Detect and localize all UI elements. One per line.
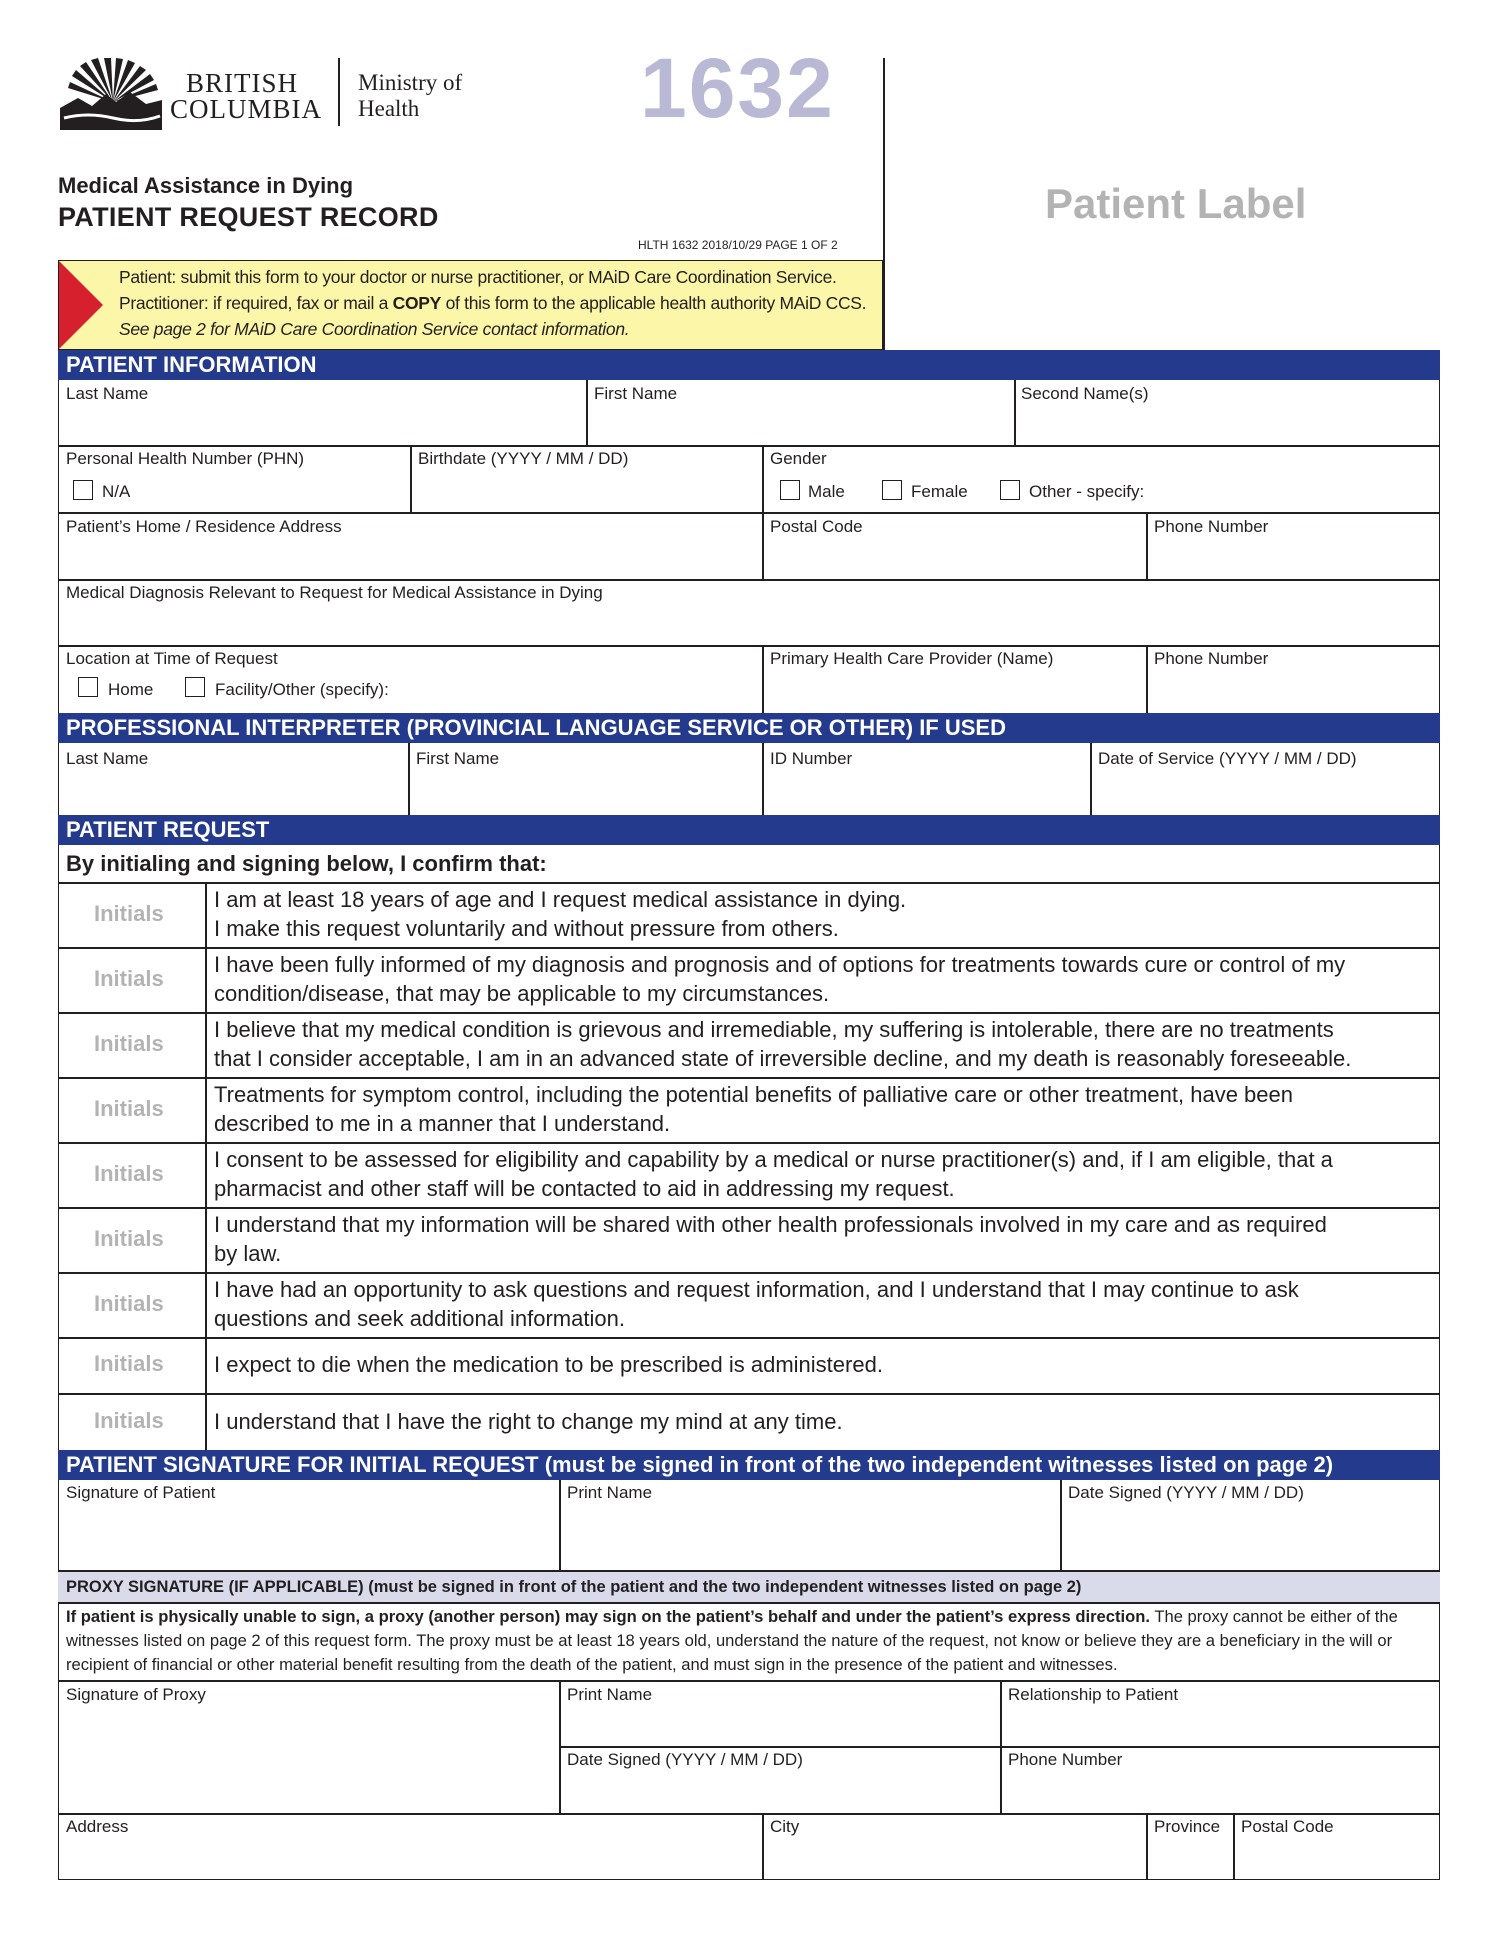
initials-field[interactable]: Initials bbox=[94, 1407, 164, 1433]
patient-date-signed-field[interactable]: Date Signed (YYYY / MM / DD) bbox=[1068, 1483, 1304, 1502]
logo-line-2: COLUMBIA bbox=[170, 94, 323, 124]
initials-field[interactable]: Initials bbox=[94, 1160, 164, 1186]
proxy-print-name-field[interactable]: Print Name bbox=[567, 1685, 653, 1704]
initials-field[interactable]: Initials bbox=[94, 1290, 164, 1316]
statement-row-line bbox=[58, 1207, 1440, 1209]
proxy-postal-code-field[interactable]: Postal Code bbox=[1241, 1817, 1334, 1836]
other-gender-checkbox[interactable] bbox=[1000, 480, 1020, 500]
col-line bbox=[1146, 1813, 1148, 1880]
form-code: HLTH 1632 2018/10/29 PAGE 1 OF 2 bbox=[638, 238, 838, 252]
postal-code-field[interactable]: Postal Code bbox=[770, 517, 863, 536]
col-line bbox=[762, 1813, 764, 1880]
proxy-province-field[interactable]: Province bbox=[1154, 1817, 1221, 1836]
section-proxy-signature: PROXY SIGNATURE (IF APPLICABLE) (must be signed in front of the patient and the two independent witnesses listed on page 2) bbox=[58, 1572, 1440, 1602]
patient-second-names-field[interactable]: Second Name(s) bbox=[1021, 384, 1149, 403]
statement-text bbox=[214, 1407, 1436, 1436]
statement-line-1: I consent to be assessed for eligibility and capability by a medical or nurse practitioner(s) and, if I am eligible, that a bbox=[214, 1147, 1333, 1172]
interpreter-last-name-field[interactable]: Last Name bbox=[66, 749, 149, 768]
sun-mountain-icon bbox=[58, 58, 168, 130]
logo-line-1: BRITISH bbox=[186, 68, 299, 98]
col-line bbox=[1014, 380, 1016, 445]
row-line bbox=[58, 512, 1440, 514]
home-label: Home bbox=[108, 680, 154, 699]
section-patient-request: PATIENT REQUEST bbox=[58, 815, 1440, 845]
proxy-instructions: If patient is physically unable to sign, a proxy (another person) may sign on the patient’s behalf and under the patient’s express direction. The proxy cannot be either of the witnesses listed on page 2 of this request form. The proxy must be at least 18 years old, understand the nature of the request, not know or believe they are a beneficiary in the will or recipient of financial or other material benefit resulting from the death of the patient, and must sign in the presence of the patient and witnesses. bbox=[66, 1607, 1398, 1674]
col-line bbox=[762, 743, 764, 815]
other-gender-label: Other - specify: bbox=[1029, 482, 1145, 501]
interpreter-id-field[interactable]: ID Number bbox=[770, 749, 853, 768]
statement-row-line bbox=[58, 1077, 1440, 1079]
phone-field[interactable]: Phone Number bbox=[1154, 517, 1269, 536]
statement-line-1: I understand that I have the right to change my mind at any time. bbox=[214, 1408, 843, 1434]
statement-text bbox=[214, 1275, 1436, 1333]
birthdate-field[interactable]: Birthdate (YYYY / MM / DD) bbox=[418, 449, 629, 468]
facility-label: Facility/Other (specify): bbox=[215, 680, 389, 699]
statement-line-2: described to me in a manner that I understand. bbox=[214, 1111, 671, 1136]
col-line bbox=[1233, 1813, 1235, 1880]
statement-text bbox=[214, 950, 1436, 1008]
statement-line-2: questions and seek additional information. bbox=[214, 1306, 625, 1331]
section-patient-information: PATIENT INFORMATION bbox=[58, 350, 1440, 380]
col-line bbox=[408, 743, 410, 815]
section-interpreter: PROFESSIONAL INTERPRETER (PROVINCIAL LANGUAGE SERVICE OR OTHER) IF USED bbox=[58, 713, 1440, 743]
statement-line-1: I have been fully informed of my diagnosis and prognosis and of options for treatments towards cure or control of my bbox=[214, 952, 1346, 977]
statement-text bbox=[214, 1145, 1436, 1203]
col-line bbox=[410, 445, 412, 512]
gender-label: Gender bbox=[770, 449, 827, 468]
statement-line-2: by law. bbox=[214, 1241, 282, 1266]
form-number: 1632 bbox=[640, 41, 835, 135]
statement-line-2: that I consider acceptable, I am in an advanced state of irreversible decline, and my death is reasonably foreseeable. bbox=[214, 1046, 1352, 1071]
diagnosis-field[interactable]: Medical Diagnosis Relevant to Request for Medical Assistance in Dying bbox=[66, 583, 603, 602]
na-checkbox[interactable] bbox=[73, 480, 93, 500]
col-line bbox=[1060, 1480, 1062, 1570]
male-label: Male bbox=[808, 482, 845, 501]
section-patient-signature: PATIENT SIGNATURE FOR INITIAL REQUEST (must be signed in front of the two independent witnesses listed on page 2) bbox=[58, 1450, 1440, 1480]
proxy-signature-field[interactable]: Signature of Proxy bbox=[66, 1685, 206, 1704]
col-line bbox=[559, 1680, 561, 1813]
initials-field[interactable]: Initials bbox=[94, 1351, 164, 1376]
row-line bbox=[58, 645, 1440, 647]
provider-phone-field[interactable]: Phone Number bbox=[1154, 649, 1269, 668]
statement-row-line bbox=[58, 1142, 1440, 1144]
statement-text bbox=[214, 1080, 1436, 1138]
statement-line-1: Treatments for symptom control, including the potential benefits of palliative care or other treatment, have been bbox=[214, 1082, 1293, 1107]
logo-divider bbox=[338, 58, 340, 126]
patient-last-name-field[interactable]: Last Name bbox=[66, 384, 149, 403]
initials-col-line bbox=[205, 882, 207, 1450]
statement-row-line bbox=[58, 1012, 1440, 1014]
female-label: Female bbox=[911, 482, 968, 501]
statement-row-line bbox=[58, 1393, 1440, 1395]
statement-text bbox=[214, 1210, 1436, 1268]
female-checkbox[interactable] bbox=[882, 480, 902, 500]
statement-line-1: I have had an opportunity to ask questions and request information, and I understand that I may continue to ask bbox=[214, 1277, 1299, 1302]
initials-field[interactable]: Initials bbox=[94, 965, 164, 991]
col-line bbox=[762, 445, 764, 512]
proxy-address-field[interactable]: Address bbox=[66, 1817, 129, 1836]
col-line bbox=[1090, 743, 1092, 815]
patient-label-area: Patient Label bbox=[1045, 180, 1307, 227]
row-line bbox=[58, 1602, 1440, 1604]
notice-line-1: Patient: submit this form to your doctor or nurse practitioner, or MAiD Care Coordination Service. bbox=[119, 267, 837, 287]
location-label: Location at Time of Request bbox=[66, 649, 278, 668]
statement-line-1: I believe that my medical condition is grievous and irremediable, my suffering is intolerable, there are no treatments bbox=[214, 1017, 1334, 1042]
proxy-city-field[interactable]: City bbox=[770, 1817, 800, 1836]
initials-field[interactable]: Initials bbox=[94, 900, 164, 926]
provider-field[interactable]: Primary Health Care Provider (Name) bbox=[770, 649, 1054, 668]
facility-checkbox[interactable] bbox=[185, 677, 205, 697]
statement-line-1: I understand that my information will be shared with other health professionals involved in my care and as required bbox=[214, 1212, 1327, 1237]
initials-field[interactable]: Initials bbox=[94, 1030, 164, 1056]
statement-line-1: I expect to die when the medication to be prescribed is administered. bbox=[214, 1352, 883, 1377]
notice-line-3: See page 2 for MAiD Care Coordination Service contact information. bbox=[119, 319, 630, 339]
interpreter-first-name-field[interactable]: First Name bbox=[416, 749, 500, 768]
col-line bbox=[762, 512, 764, 579]
col-line bbox=[586, 380, 588, 445]
col-line bbox=[1146, 512, 1148, 579]
proxy-date-signed-field[interactable]: Date Signed (YYYY / MM / DD) bbox=[567, 1750, 803, 1769]
interpreter-date-field[interactable]: Date of Service (YYYY / MM / DD) bbox=[1098, 749, 1357, 768]
notice-box bbox=[58, 260, 883, 350]
proxy-relationship-field[interactable]: Relationship to Patient bbox=[1008, 1685, 1179, 1704]
statement-row-line bbox=[58, 947, 1440, 949]
row-line bbox=[58, 445, 1440, 447]
statement-row-line bbox=[58, 1337, 1440, 1339]
statement-text bbox=[214, 1350, 1436, 1379]
col-line bbox=[1146, 645, 1148, 713]
ministry-line-1: Ministry of bbox=[358, 70, 463, 95]
form-title: PATIENT REQUEST RECORD bbox=[58, 202, 439, 232]
col-line bbox=[1000, 1680, 1002, 1813]
home-checkbox[interactable] bbox=[78, 677, 98, 697]
statement-line-2: I make this request voluntarily and without pressure from others. bbox=[214, 916, 839, 941]
row-line bbox=[58, 1680, 1440, 1682]
statement-line-1: I am at least 18 years of age and I request medical assistance in dying. bbox=[214, 887, 907, 912]
address-field[interactable]: Patient’s Home / Residence Address bbox=[66, 517, 342, 536]
initials-field[interactable]: Initials bbox=[94, 1225, 164, 1251]
col-line bbox=[762, 645, 764, 713]
col-line bbox=[559, 1480, 561, 1570]
statement-line-2: condition/disease, that may be applicable to my circumstances. bbox=[214, 981, 830, 1006]
red-arrow-icon bbox=[59, 261, 103, 349]
statement-line-2: pharmacist and other staff will be contacted to aid in addressing my request. bbox=[214, 1176, 955, 1201]
header-divider bbox=[883, 58, 885, 350]
male-checkbox[interactable] bbox=[780, 480, 800, 500]
patient-print-name-field[interactable]: Print Name bbox=[567, 1483, 653, 1502]
row-line bbox=[58, 579, 1440, 581]
phn-field[interactable]: Personal Health Number (PHN) bbox=[66, 449, 305, 468]
statement-row-line bbox=[58, 1272, 1440, 1274]
proxy-phone-field[interactable]: Phone Number bbox=[1008, 1750, 1123, 1769]
row-line bbox=[58, 882, 1440, 884]
notice-line-2: Practitioner: if required, fax or mail a COPY of this form to the applicable health authority MAiD CCS. bbox=[119, 293, 867, 313]
na-label: N/A bbox=[102, 482, 131, 501]
statement-text bbox=[214, 885, 1436, 943]
initials-field[interactable]: Initials bbox=[94, 1095, 164, 1121]
patient-first-name-field[interactable]: First Name bbox=[594, 384, 678, 403]
patient-signature-field[interactable]: Signature of Patient bbox=[66, 1483, 216, 1502]
request-intro: By initialing and signing below, I confirm that: bbox=[66, 851, 547, 876]
statement-text bbox=[214, 1015, 1436, 1073]
ministry-line-2: Health bbox=[358, 96, 420, 121]
bc-logo bbox=[58, 58, 478, 138]
form-subtitle: Medical Assistance in Dying bbox=[58, 173, 354, 198]
